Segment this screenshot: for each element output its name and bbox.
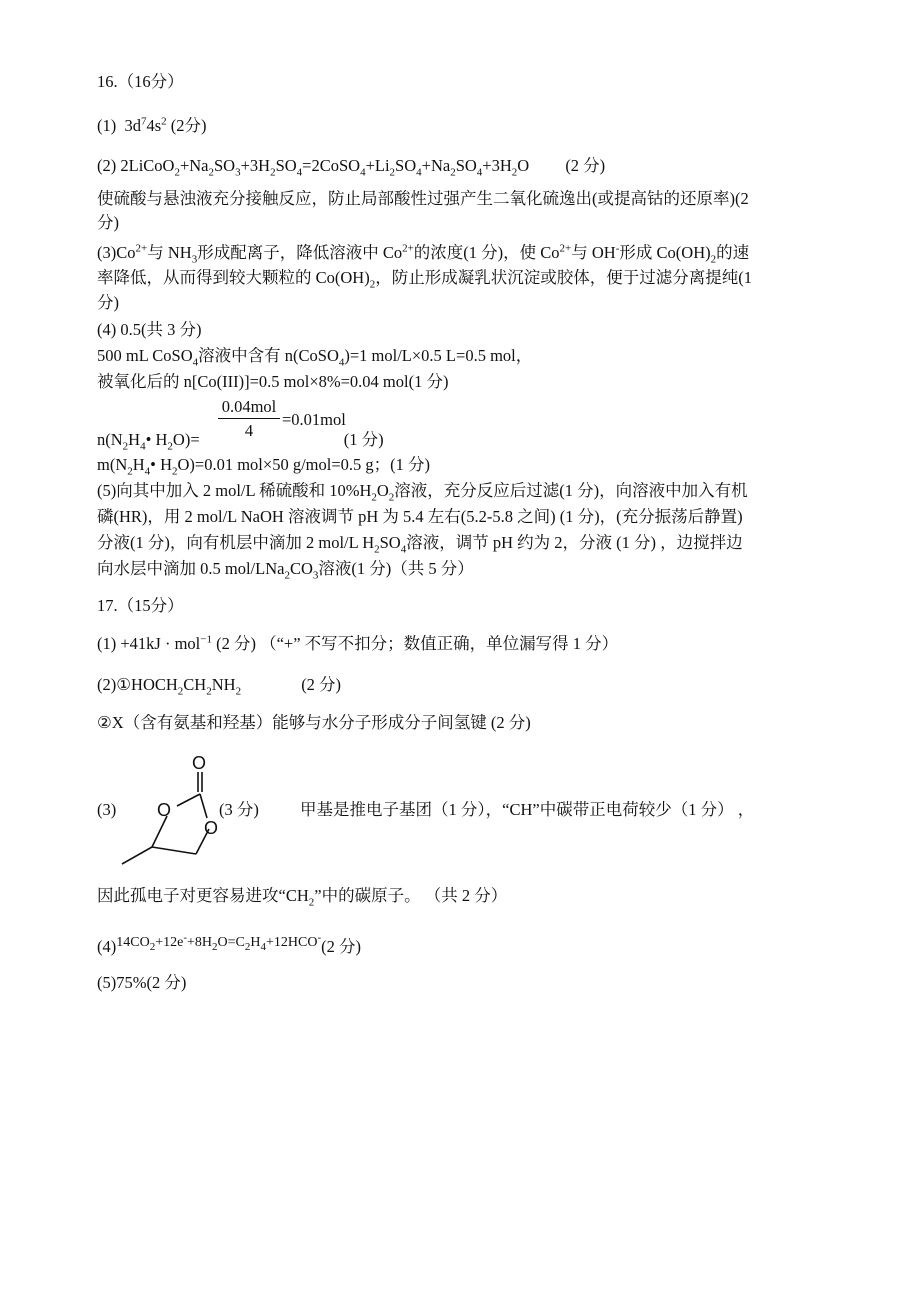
ring-bond-ch-ch2 [152,847,196,854]
methyl-bond [122,847,152,864]
q17-part5: (5)75%(2 分) [97,973,187,992]
q16-p3-line3: 分) [97,293,119,312]
q17-p3-label: (3) [97,800,117,819]
q16-p2-reason-1: 使硫酸与悬浊液充分接触反应，防止局部酸性过强产生二氧化硫逸出(或提高钴的还原率)(2 [97,189,749,208]
q16-p5-line4: 向水层中滴加 0.5 mol/$LNa_2CO_3$溶液(1 分)（共 5 分） [97,559,474,582]
fraction-denominator: 4 [244,421,254,440]
q16-p3-line1: $(3)Co^{2+}$与 $NH_3$形成配离子，降低溶液中 $Co^{2+}$的浓度(1 分)，使 $Co^{2+}$与 OH-形成 $Co(OH)_2$的速 [97,242,750,266]
q16-p4-line1: 500 mL CoSO$_4$溶液中含有 n(CoSO$_4$)=1 mol/L×0.5 L=0.5 mol， [97,346,533,369]
q17-part2-2: ②X（含有氨基和羟基）能够与水分子形成分子间氢键 (2 分) [97,713,531,732]
atom-o-top: O [192,753,207,773]
q16-p3-line2: 率降低，从而得到较大颗粒的 $Co(OH)_2$，防止形成凝乳状沉淀或胶体，便于过滤分离提纯(1 [97,268,752,291]
q17-p3-reason: 甲基是推电子基团（1 分），“CH”中碳带正电荷较少（1 分） ， [300,800,755,819]
q16-p4-line2: 被氧化后的 n[Co(III)]=0.5 mol×8%=0.04 mol(1 分) [97,372,449,391]
q16-p4-line3: $n(N_2H_4•$ $H_2O)= (1$ 分) [97,430,384,453]
q16-p1-label: (1) [97,116,117,135]
q16-part2-equation: (2) $2LiCoO_2+Na_2SO_3+3H_2SO_4=2CoSO_4+Li_2SO_4+Na_2SO_4+3H_2O$ (2 分) [97,156,606,179]
q16-p4-line4: $m(N_2H_4•$ $H_2O)=0.01$ mol×50 g/mol=0.5 g；(1 分) [97,455,430,478]
q16-p4-head: (4) 0.5(共 3 分) [97,320,202,339]
q16-p2-reason-2: 分) [97,213,119,232]
atom-o-right: O [204,818,219,838]
q17-p3-score: (3 分) [219,800,259,819]
propylene-carbonate-structure [112,752,222,867]
q16-heading: 16.（16分） [97,72,184,91]
fraction-numerator: 0.04mol [218,398,280,419]
q17-part4: $(4)^{14CO_2+12e^-+8H_2O=C_2H_4+12HCO^-}(2$ 分) [97,931,361,956]
q17-part1: (1) +41kJ · mol$^{-1}$ (2 分) （“+” 不写不扣分；数值正确，单位漏写得 1 分） [97,633,619,653]
q16-p1-config: $3d^74s^2$ [124,115,167,135]
q16-p5-line1: (5)向其中加入 2 mol/L 稀硫酸和 $10\%H_2O_2$溶液，充分反应后过滤(1 分)，向溶液中加入有机 [97,481,748,504]
q16-p5-line3: 分液(1 分)，向有机层中滴加 2 mol/L $H_2SO_4$溶液，调节 pH 约为 2，分液 (1 分) ，边搅拌边 [97,533,743,556]
q17-part2-1: $(2)①HOCH_2CH_2NH_2$ (2 分) [97,675,342,698]
q17-p3-line2: 因此孤电子对更容易进攻“$CH_2$”中的碳原子。 （共 2 分） [97,886,508,909]
q17-heading: 17.（15分） [97,596,184,615]
atom-o-left: O [157,800,172,820]
q16-p4-fraction-result: =0.01mol [282,410,346,429]
ring-bond-c-o-right [200,794,207,818]
q16-part1 [97,116,207,136]
q16-p5-line2: 磷(HR)，用 2 mol/L NaOH 溶液调节 pH 为 5.4 左右(5.2-5.8 之间) (1 分)，(充分振荡后静置) [97,507,743,526]
ring-bond-o-ch [152,816,167,847]
q16-p2-score: (2 分) [565,156,606,175]
q16-p1-score: (2分) [170,116,207,135]
ring-bond-c-o-left [177,794,200,806]
